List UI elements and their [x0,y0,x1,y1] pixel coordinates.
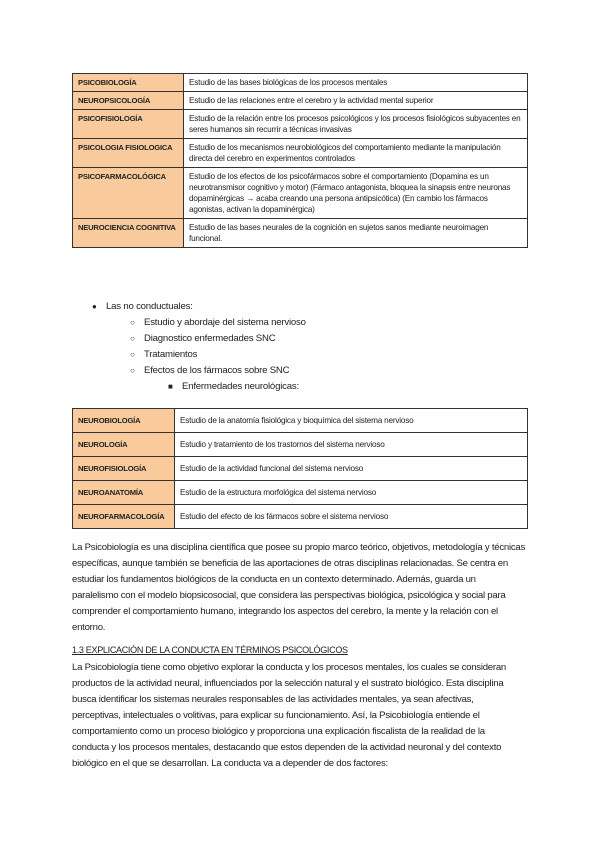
term-cell: NEUROFISIOLOGÍA [73,457,175,481]
text-line: La Psicobiología es una disciplina científica que posee su propio marco teórico, objetivos, metodología y técnicas [72,542,526,553]
term-cell: NEUROFARMACOLOGÍA [73,505,175,529]
table-row [73,433,528,457]
description-cell: Estudio de las relaciones entre el cerebro y la actividad mental superior [184,92,528,110]
text-line: específicas, aunque también se beneficia de las aportaciones de otras disciplinas relacionadas. Se centra en [72,558,508,569]
description-cell: Estudio de la actividad funcional del sistema nervioso [175,457,528,481]
text-line: estudiar los fundamentos biológicos de la conducta en un contexto determinado. Además, guarda un [72,574,476,585]
description-cell: Estudio de las bases biológicas de los procesos mentales [184,74,528,92]
description-cell: Estudio de la estructura morfológica del sistema nervioso [175,481,528,505]
text-line: paralelismo con el modelo biopsicosocial, que considera las perspectivas biológica, psicológica y social para [72,590,506,601]
bullet-icon: ● [92,302,97,311]
text-line: perceptivas, intelectuales o volitivas, para explicar su funcionamiento. Así, la Psicobiología entiende el [72,710,480,721]
section-heading: 1.3 EXPLICACIÓN DE LA CONDUCTA EN TÉRMINOS PSICOLÓGICOS [72,645,348,655]
table-row [73,168,528,219]
paragraph-psicobiologia [72,540,532,636]
circle-bullet-icon: ○ [130,318,135,327]
table-row [73,110,528,139]
sub-bullet-item: ○ Tratamientos [130,347,197,363]
sub-bullet-item: ○ Efectos de los fármacos sobre SNC [130,363,289,379]
table-row [73,139,528,168]
description-cell: Estudio del efecto de los fármacos sobre el sistema nervioso [175,505,528,529]
table-row [73,219,528,248]
term-cell: PSICOFARMACOLÓGICA [73,168,184,219]
text-line: conducta y los procesos mentales, destacando que estos dependen de la actividad neuronal y del contexto [72,742,502,753]
table-row [73,74,528,92]
circle-bullet-icon: ○ [130,334,135,343]
circle-bullet-icon: ○ [130,366,135,375]
table-row [73,481,528,505]
text-line: biológico en el que se desarrollan. La conducta va a depender de dos factores: [72,758,388,769]
description-cell: Estudio y tratamiento de los trastornos del sistema nervioso [175,433,528,457]
table-row [73,409,528,433]
term-cell: NEUROLOGÍA [73,433,175,457]
text-line: productos de la actividad neural, influenciados por la selección natural y el sustrato biológico. Esta disciplina [72,678,504,689]
description-cell: Estudio de los mecanismos neurobiológicos del comportamiento mediante la manipulación directa del cerebro en experimentos controlados [184,139,528,168]
neuro-disciplines-table [72,408,528,529]
square-bullet-icon: ■ [168,382,173,391]
disciplines-table [72,73,528,248]
paragraph-explicacion [72,660,532,772]
text-line: La Psicobiología tiene como objetivo explorar la conducta y los procesos mentales, los cuales se consideran [72,662,507,673]
text-line: comportamiento como un proceso biológico y proporciona una explicación fiscalista de la realidad de la [72,726,485,737]
sub-bullet-item: ○ Estudio y abordaje del sistema nervioso [130,315,306,331]
description-cell: Estudio de los efectos de los psicofármacos sobre el comportamiento (Dopamina es un neurotransmisor cognitivo y motor) (Fármaco antagonista, bloquea la sinapsis entre neuronas dopaminérgicas → acaba creando una persona antipsicótica) (En cambio los fármacos agonistas, activan la dopaminérgica) [184,168,528,219]
circle-bullet-icon: ○ [130,350,135,359]
term-cell: PSICOLOGIA FISIOLOGICA [73,139,184,168]
description-cell: Estudio de la anatomía fisiológica y bioquímica del sistema nervioso [175,409,528,433]
bullet-item: ● Las no conductuales: [92,299,193,315]
term-cell: NEUROANATOMÍA [73,481,175,505]
description-cell: Estudio de las bases neurales de la cognición en sujetos sanos mediante neuroimagen funcional. [184,219,528,248]
text-line: entorno. [72,622,106,633]
text-line: busca identificar los sistemas neurales responsables de las actividades mentales, ya sean afectivas, [72,694,474,705]
term-cell: PSICOFISIOLOGÍA [73,110,184,139]
table-row [73,92,528,110]
table-row [73,505,528,529]
table-row [73,457,528,481]
term-cell: PSICOBIOLOGÍA [73,74,184,92]
text-line: comprender el comportamiento humano, integrando los aspectos del cerebro, la mente y la relación con el [72,606,498,617]
term-cell: NEUROBIOLOGÍA [73,409,175,433]
term-cell: NEUROCIENCIA COGNITIVA [73,219,184,248]
sub-sub-bullet-item: ■ Enfermedades neurológicas: [168,379,299,395]
term-cell: NEUROPSICOLOGÍA [73,92,184,110]
description-cell: Estudio de la relación entre los procesos psicológicos y los procesos fisiológicos subyacentes en seres humanos sin recurrir a técnicas invasivas [184,110,528,139]
sub-bullet-item: ○ Diagnostico enfermedades SNC [130,331,275,347]
